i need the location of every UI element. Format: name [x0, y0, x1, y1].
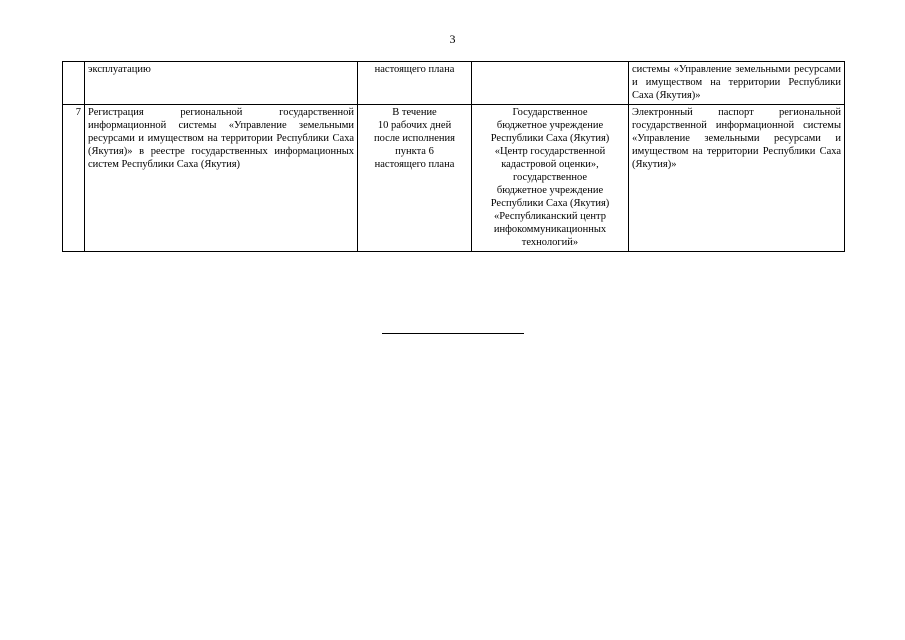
plan-table [62, 61, 845, 252]
action-name-cell: эксплуатацию [85, 62, 358, 105]
document-end-rule [382, 333, 524, 334]
result-cell: системы «Управление земельными ресурсами и имуществом на территории Республики Саха (Якутия)» [629, 62, 845, 105]
table-row [63, 105, 845, 252]
row-number-cell [63, 62, 85, 105]
executor-cell: Государственное бюджетное учреждение Республики Саха (Якутия) «Центр государственной кадастровой оценки», государственное бюджетное учреждение Республики Саха (Якутия) «Республиканский центр инфокоммуникационных технологий» [472, 105, 629, 252]
deadline-cell: настоящего плана [358, 62, 472, 105]
executor-cell [472, 62, 629, 105]
action-name-cell: Регистрация региональной государственной информационной системы «Управление земельными ресурсами и имуществом на территории Республики Саха (Якутия)» в реестре государственных информационных систем Республики Саха (Якутия) [85, 105, 358, 252]
result-cell: Электронный паспорт региональной государственной информационной системы «Управление земельными ресурсами и имуществом на территории Республики Саха (Якутия)» [629, 105, 845, 252]
row-number-cell: 7 [63, 105, 85, 252]
deadline-cell: В течение 10 рабочих дней после исполнения пункта 6 настоящего плана [358, 105, 472, 252]
page-number: 3 [449, 32, 456, 46]
table-row [63, 62, 845, 105]
